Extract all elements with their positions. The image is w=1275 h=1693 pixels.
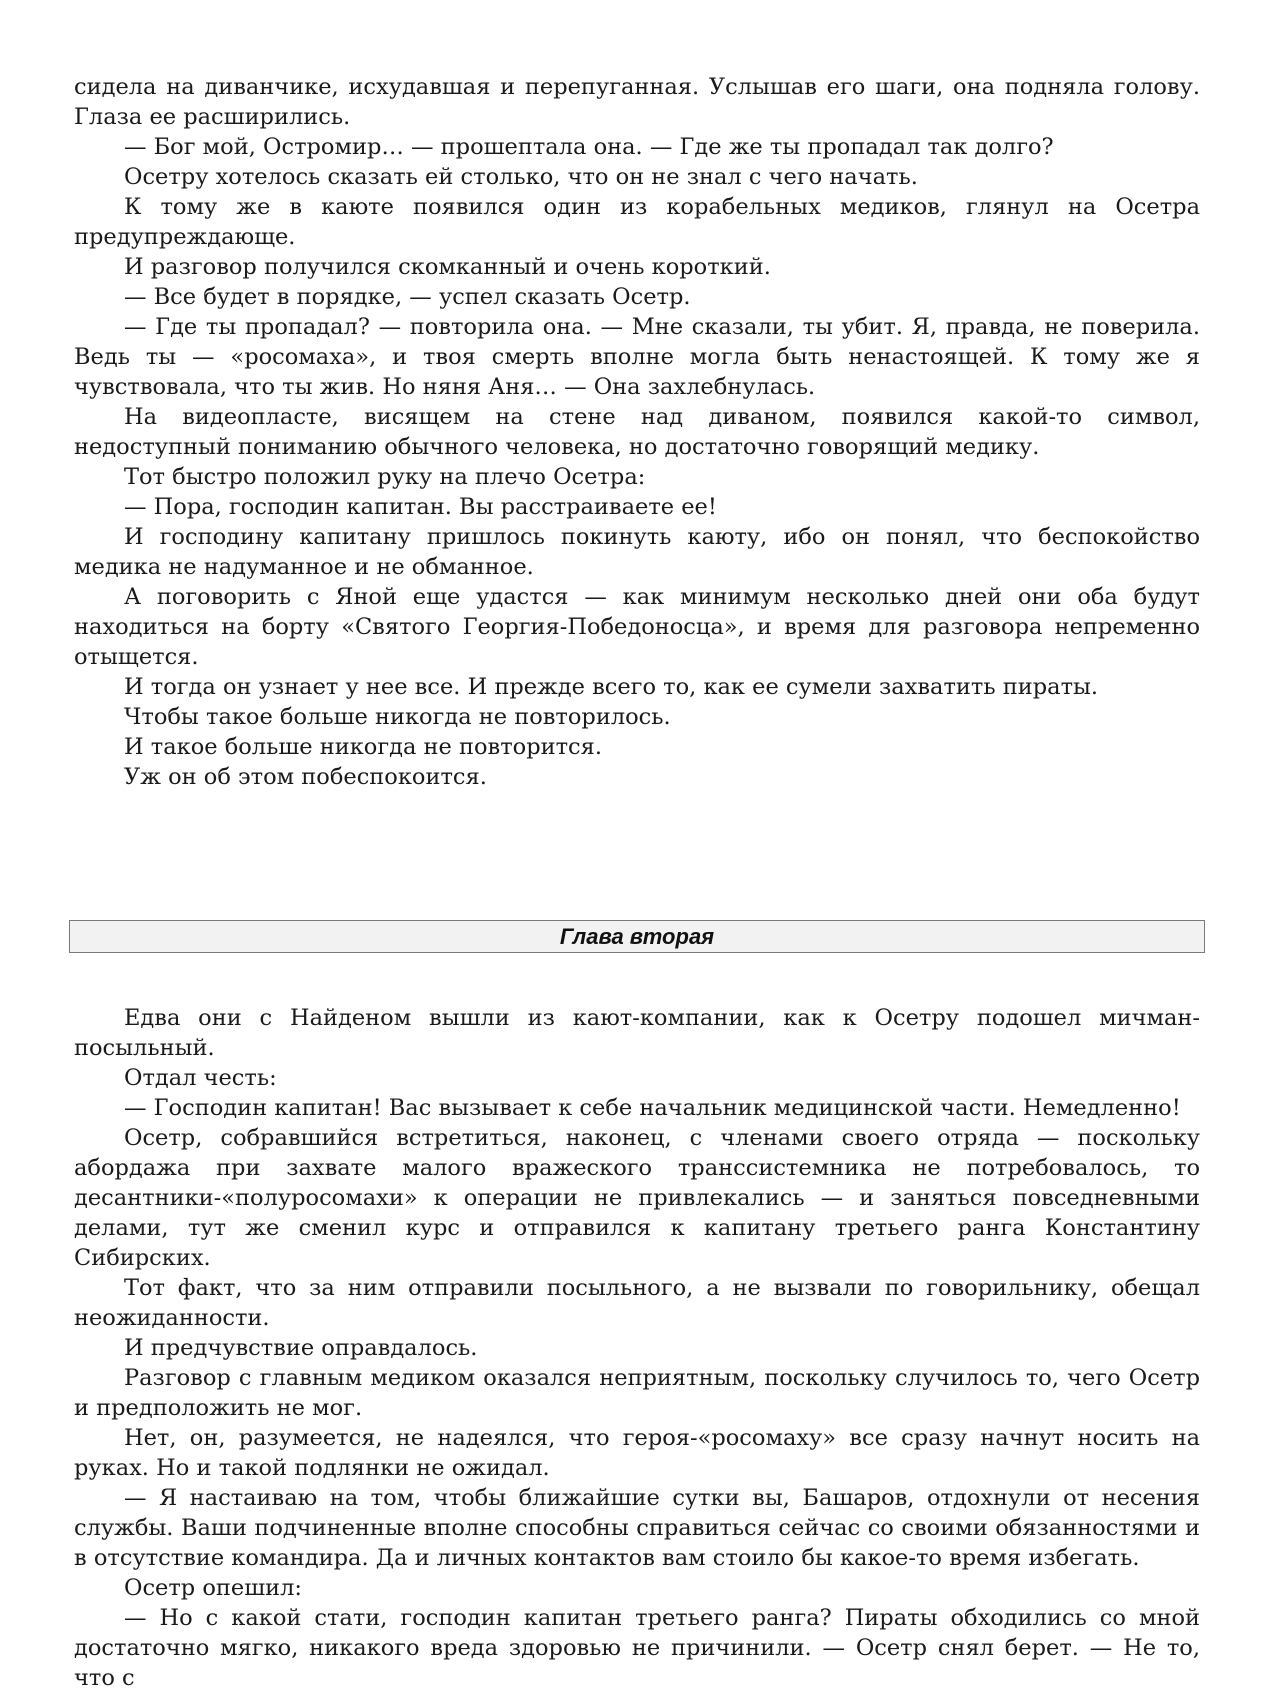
chapter-heading: Глава вторая <box>69 920 1205 953</box>
section-two-text <box>74 1003 1200 1693</box>
paragraph: — Где ты пропадал? — повторила она. — Мне сказали, ты убит. Я, правда, не поверила. Ведь ты — «росомаха», и твоя смерть вполне могла быть ненастоящей. К тому же я чувствовала, что ты жив. Но няня Аня… — Она захлебнулась. <box>74 314 1200 400</box>
paragraph: И тогда он узнает у нее все. И прежде всего то, как ее сумели захватить пираты. <box>124 674 1099 700</box>
paragraph: Осетру хотелось сказать ей столько, что он не знал с чего начать. <box>124 164 918 190</box>
paragraph: Разговор с главным медиком оказался неприятным, поскольку случилось то, чего Осетр и предположить не мог. <box>74 1365 1200 1421</box>
paragraph: — Но с какой стати, господин капитан третьего ранга? Пираты обходились со мной достаточно мягко, никакого вреда здоровью не причинили. — Осетр снял берет. — Не то, что с <box>74 1605 1200 1691</box>
paragraph: Уж он об этом побеспокоится. <box>124 764 487 790</box>
paragraph: Отдал честь: <box>124 1065 277 1091</box>
paragraph: А поговорить с Яной еще удастся — как минимум несколько дней они оба будут находиться на борту «Святого Георгия-Победоносца», и время для разговора непременно отыщется. <box>74 584 1200 670</box>
paragraph: Тот факт, что за ним отправили посыльного, а не вызвали по говорильнику, обещал неожиданности. <box>74 1275 1200 1331</box>
paragraph: Осетр опешил: <box>124 1575 303 1601</box>
paragraph: Тот быстро положил руку на плечо Осетра: <box>124 464 646 490</box>
paragraph: — Пора, господин капитан. Вы расстраиваете ее! <box>124 494 717 520</box>
paragraph: К тому же в каюте появился один из корабельных медиков, глянул на Осетра предупреждающе. <box>74 194 1200 250</box>
paragraph: — Все будет в порядке, — успел сказать Осетр. <box>124 284 691 310</box>
paragraph: И предчувствие оправдалось. <box>124 1335 478 1361</box>
section-one-text <box>74 72 1200 792</box>
paragraph: Едва они с Найденом вышли из кают-компании, как к Осетру подошел мичман-посыльный. <box>74 1005 1200 1061</box>
paragraph: сидела на диванчике, исхудавшая и перепуганная. Услышав его шаги, она подняла голову. Глаза ее расширились. <box>74 74 1200 130</box>
paragraph: Чтобы такое больше никогда не повторилось. <box>124 704 671 730</box>
spacer <box>74 792 1200 920</box>
paragraph: Нет, он, разумеется, не надеялся, что героя-«росомаху» все сразу начнут носить на руках. Но и такой подлянки не ожидал. <box>74 1425 1200 1481</box>
paragraph: На видеопласте, висящем на стене над диваном, появился какой-то символ, недоступный пониманию обычного человека, но достаточно говорящий медику. <box>74 404 1200 460</box>
paragraph: — Господин капитан! Вас вызывает к себе начальник медицинской части. Немедленно! <box>124 1095 1181 1121</box>
paragraph: Осетр, собравшийся встретиться, наконец, с членами своего отряда — поскольку абордажа при захвате малого вражеского транссистемника не потребовалось, то десантники-«полуросомахи» к операции не привлекались — и заняться повседневными делами, тут же сменил курс и отправился к капитану третьего ранга Константину Сибирских. <box>74 1125 1200 1271</box>
spacer <box>74 953 1200 1003</box>
paragraph: И такое больше никогда не повторится. <box>124 734 603 760</box>
paragraph: И господину капитану пришлось покинуть каюту, ибо он понял, что беспокойство медика не надуманное и не обманное. <box>74 524 1200 580</box>
paragraph: — Бог мой, Остромир… — прошептала она. — Где же ты пропадал так долго? <box>124 134 1054 160</box>
paragraph: И разговор получился скомканный и очень короткий. <box>124 254 771 280</box>
document-page <box>74 72 1200 1693</box>
paragraph: — Я настаиваю на том, чтобы ближайшие сутки вы, Башаров, отдохнули от несения службы. Ваши подчиненные вполне способны справиться сейчас со своими обязанностями и в отсутствие командира. Да и личных контактов вам стоило бы какое-то время избегать. <box>74 1485 1200 1571</box>
